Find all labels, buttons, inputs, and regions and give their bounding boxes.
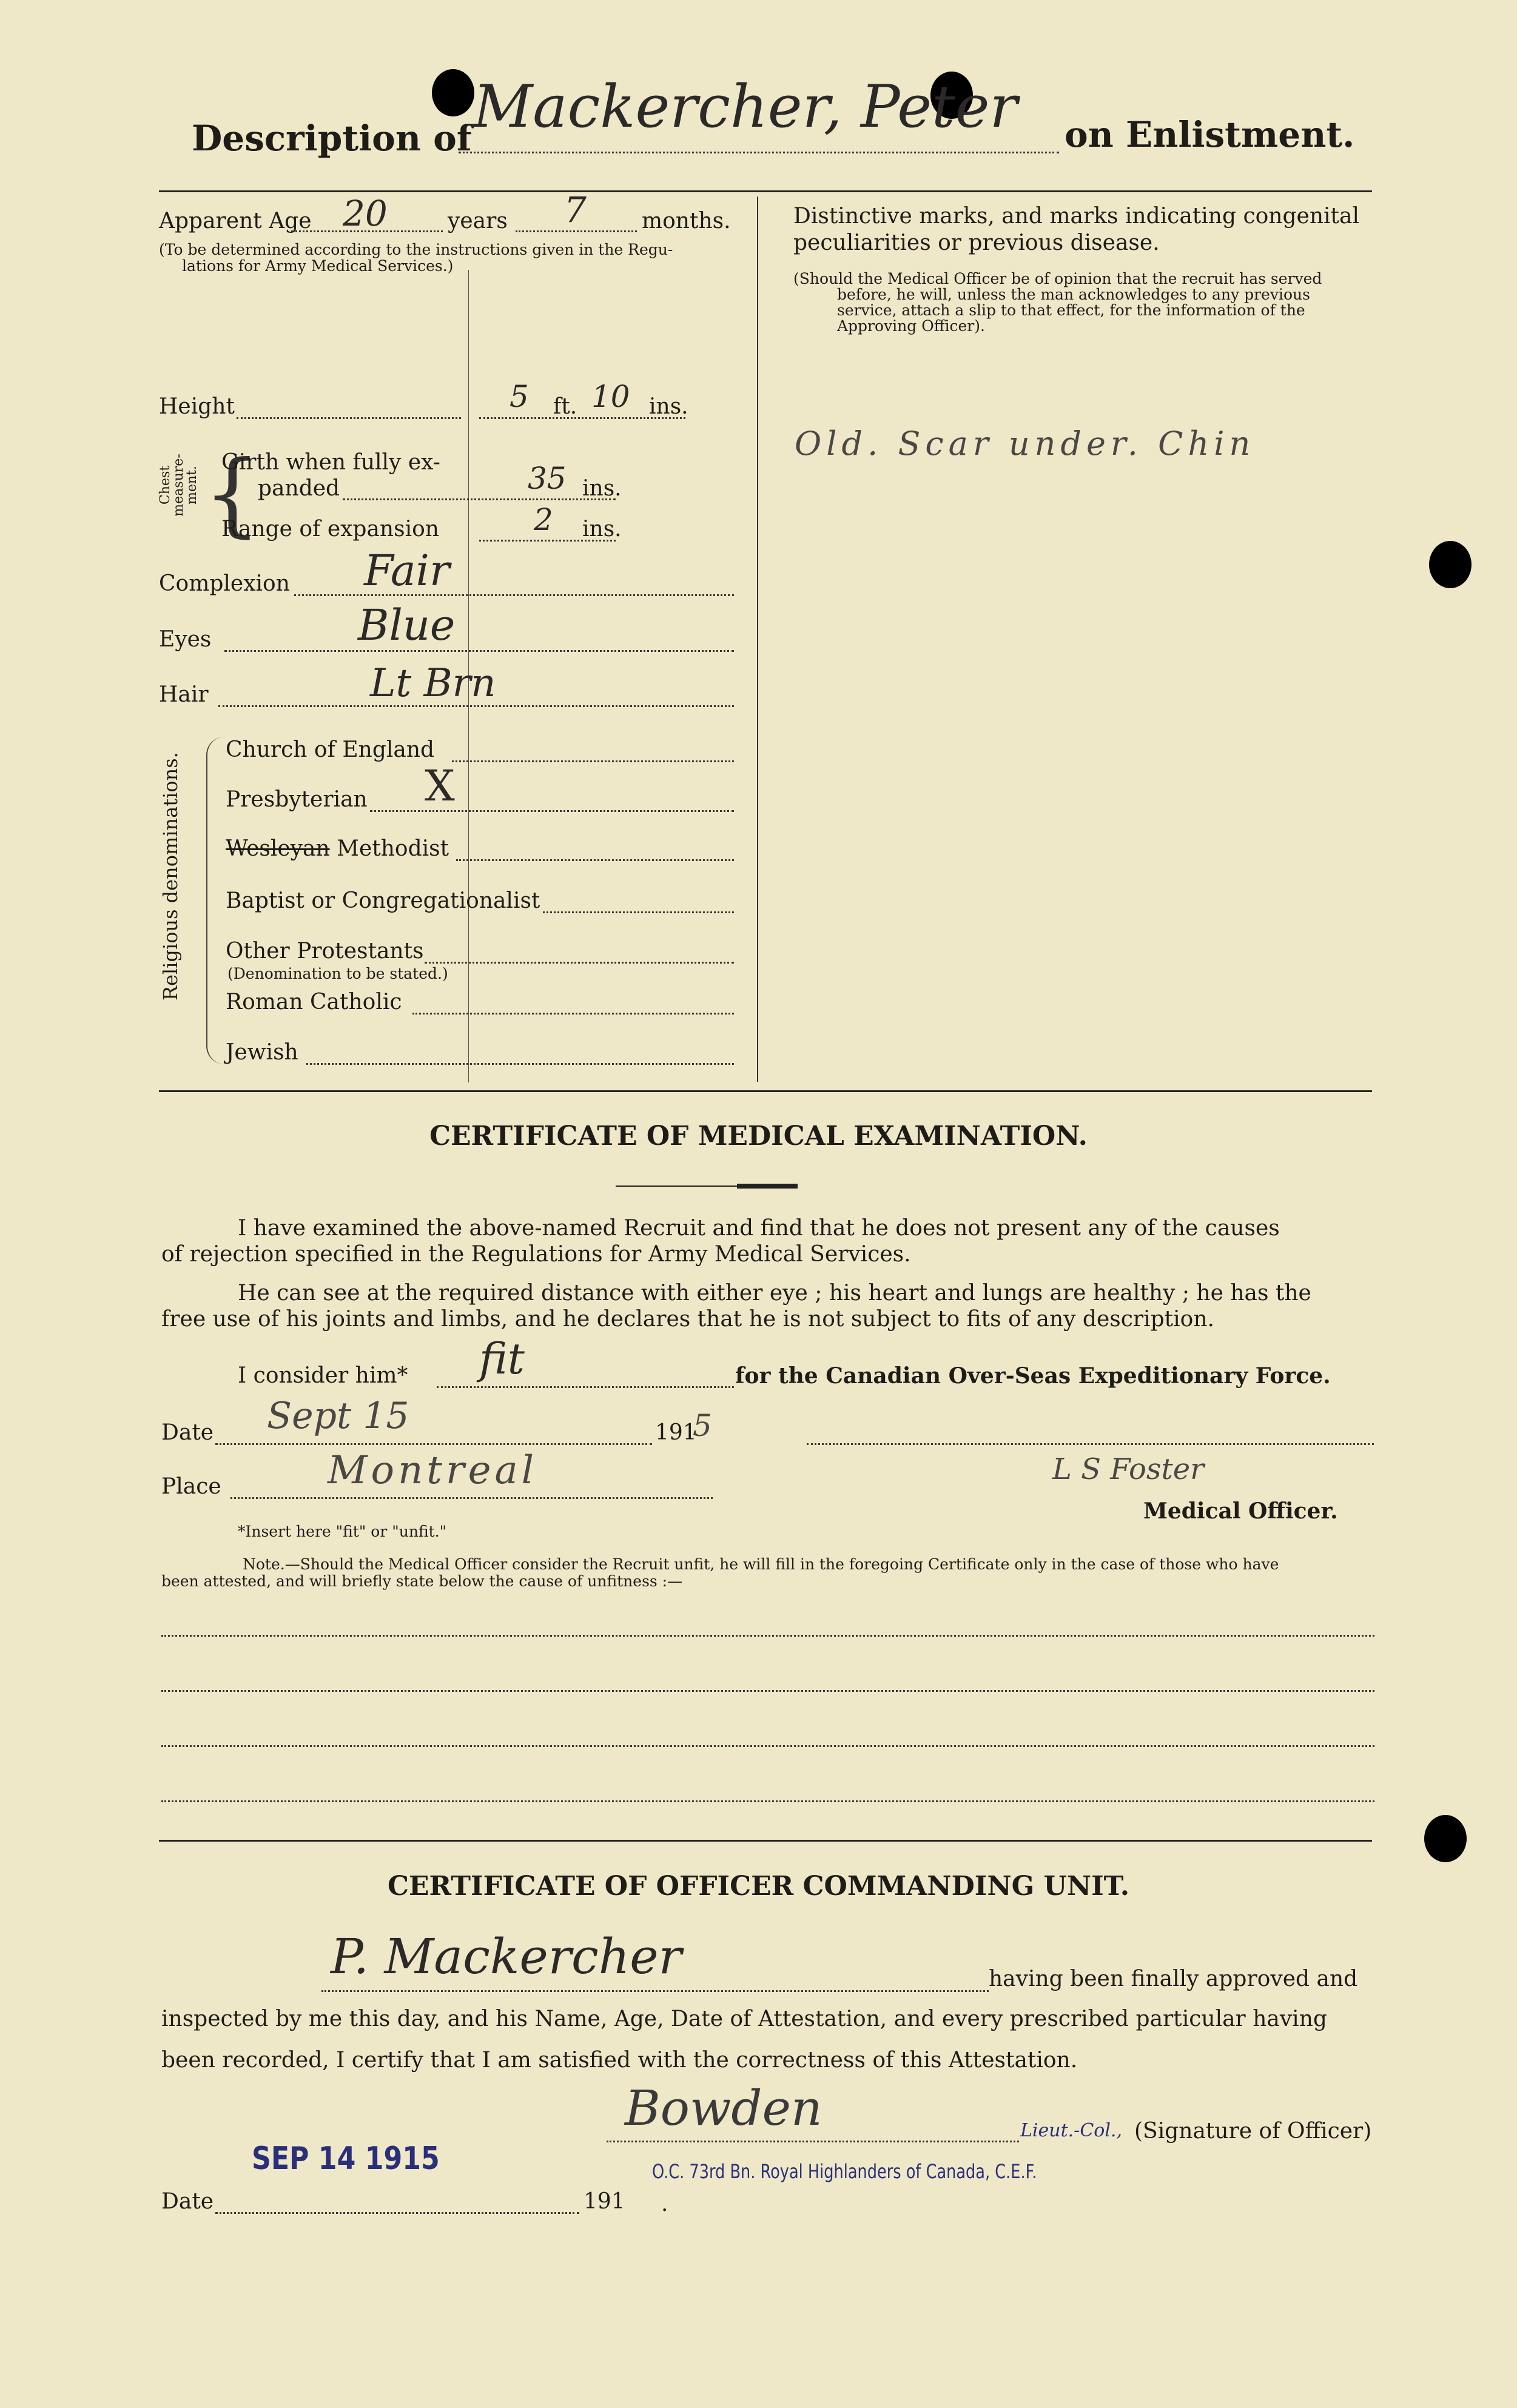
- unfit-note: Note.—Should the Medical Officer consider the Recruit unfit, he will fill in the foregoing Certificate only in the case of those who have: [243, 1555, 1279, 1573]
- religion-wesleyan-struck: Wesleyan: [226, 836, 330, 861]
- religion-line: [543, 911, 734, 913]
- girth-value: 35: [528, 461, 567, 496]
- divider: [159, 1840, 1372, 1842]
- religion-line: [452, 760, 734, 762]
- year-value: 5: [693, 1408, 712, 1443]
- name-line: [459, 152, 1059, 153]
- months-label: months.: [642, 209, 731, 233]
- presbyterian-mark: X: [425, 761, 455, 811]
- medical-paragraph: free use of his joints and limbs, and he declares that he is not subject to fits of any description.: [161, 1307, 1214, 1332]
- unfitness-line: [161, 1800, 1374, 1802]
- girth-label: Girth when fully ex-: [221, 450, 440, 475]
- unfitness-line: [161, 1745, 1374, 1747]
- punch-hole: [1424, 1815, 1467, 1862]
- place-value: Montreal: [328, 1448, 538, 1493]
- hair-value: Lt Brn: [370, 661, 496, 706]
- title-prefix: Description of: [192, 118, 472, 159]
- brace: [206, 737, 226, 1064]
- distinctive-marks-value: Old. Scar under. Chin: [795, 424, 1256, 463]
- age-note-2: lations for Army Medical Services.): [182, 257, 454, 275]
- insert-note: *Insert here "fit" or "unfit.": [238, 1523, 447, 1540]
- age-label: Apparent Age: [159, 209, 312, 233]
- consider-label: I consider him*: [238, 1363, 408, 1388]
- medical-officer-label: Medical Officer.: [1143, 1498, 1338, 1524]
- leader-dots: [237, 417, 461, 419]
- date-line: [215, 2212, 579, 2214]
- eyes-label: Eyes: [159, 627, 212, 652]
- officer-signature-line: [607, 2141, 1019, 2142]
- complexion-value: Fair: [364, 546, 450, 595]
- eyes-value: Blue: [358, 600, 456, 650]
- range-label: Range of expansion: [221, 517, 439, 542]
- height-in-value: 10: [591, 379, 630, 414]
- commanding-text: inspected by me this day, and his Name, Age, Date of Attestation, and every prescribed particular having: [161, 2007, 1327, 2031]
- medical-officer-signature: L S Foster: [1052, 1452, 1205, 1486]
- medical-heading: CERTIFICATE OF MEDICAL EXAMINATION.: [429, 1121, 1088, 1152]
- religion-baptist: Baptist or Congregationalist: [226, 888, 540, 913]
- unfitness-line: [161, 1635, 1374, 1637]
- date-label: Date: [161, 2189, 214, 2214]
- commanding-heading: CERTIFICATE OF OFFICER COMMANDING UNIT.: [387, 1871, 1130, 1902]
- range-value: 2: [534, 502, 553, 537]
- marks-note: before, he will, unless the man acknowledges to any previous: [837, 286, 1310, 303]
- girth-label-2: panded: [258, 476, 340, 501]
- ins-label: ins.: [649, 394, 688, 419]
- year-suffix: .: [661, 2192, 668, 2216]
- religion-jewish: Jewish: [226, 1040, 298, 1065]
- marks-heading-2: peculiarities or previous disease.: [793, 230, 1160, 255]
- date-stamp: SEP 14 1915: [252, 2141, 440, 2177]
- unfit-note-2: been attested, and will briefly state below the cause of unfitness :—: [161, 1572, 683, 1590]
- signature-line: [807, 1443, 1374, 1445]
- ft-label: ft.: [553, 394, 577, 419]
- religion-line: [412, 1013, 734, 1015]
- religion-roman-catholic: Roman Catholic: [226, 990, 402, 1015]
- brace: {: [203, 441, 261, 547]
- date-line: [215, 1443, 652, 1445]
- age-note: (To be determined according to the instructions given in the Regu-: [159, 241, 673, 258]
- medical-paragraph: I have examined the above-named Recruit and find that he does not present any of the causes: [238, 1216, 1280, 1241]
- medical-paragraph: of rejection specified in the Regulations for Army Medical Services.: [161, 1242, 911, 1267]
- place-label: Place: [161, 1474, 221, 1499]
- age-years-value: 20: [343, 193, 388, 234]
- column-divider: [757, 196, 758, 1082]
- religion-line: [306, 1063, 734, 1065]
- title-suffix: on Enlistment.: [1065, 114, 1355, 155]
- height-label: Height: [159, 394, 235, 419]
- hair-label: Hair: [159, 682, 209, 707]
- religion-other-protestants: Other Protestants: [226, 939, 424, 964]
- punch-hole: [432, 69, 474, 116]
- marks-heading: Distinctive marks, and marks indicating congenital: [793, 204, 1359, 229]
- range-unit: ins.: [582, 517, 622, 542]
- marks-note: service, attach a slip to that effect, for the information of the: [837, 301, 1305, 319]
- signature-label: (Signature of Officer): [1134, 2119, 1372, 2144]
- officer-signature: Bowden: [625, 2080, 822, 2136]
- religion-line: [456, 859, 734, 861]
- divider: [159, 190, 1372, 192]
- religion-line: [425, 962, 734, 964]
- divider: [737, 1184, 798, 1189]
- divider: [159, 1090, 1372, 1092]
- complexion-line: [294, 594, 734, 596]
- girth-line: [343, 498, 616, 500]
- complexion-label: Complexion: [159, 571, 290, 596]
- height-ft-value: 5: [510, 379, 529, 414]
- fit-value: fit: [479, 1334, 525, 1384]
- commanding-text: been recorded, I certify that I am satisfied with the correctness of this Attestation.: [161, 2048, 1078, 2073]
- year-prefix: 191: [655, 1420, 697, 1445]
- date-label: Date: [161, 1420, 214, 1445]
- years-label: years: [448, 209, 508, 233]
- consider-suffix: for the Canadian Over-Seas Expeditionary Force.: [735, 1363, 1331, 1389]
- religion-methodist: Methodist: [337, 836, 449, 861]
- marks-note: (Should the Medical Officer be of opinion that the recruit has served: [793, 270, 1322, 287]
- exam-date-value: Sept 15: [267, 1395, 409, 1437]
- consider-line: [437, 1386, 734, 1388]
- medical-paragraph: He can see at the required distance with either eye ; his heart and lungs are healthy ; he has the: [238, 1281, 1311, 1306]
- unfitness-line: [161, 1690, 1374, 1692]
- girth-unit: ins.: [582, 476, 622, 501]
- age-months-line: [516, 230, 637, 232]
- religion-side-label: Religious denominations.: [159, 752, 182, 1001]
- marks-note: Approving Officer).: [837, 317, 985, 335]
- eyes-line: [224, 650, 734, 652]
- year-prefix: 191: [584, 2189, 625, 2214]
- chest-side-label: Chest measure-ment.: [158, 454, 200, 517]
- unit-stamp: O.C. 73rd Bn. Royal Highlanders of Canada, C.E.F.: [652, 2160, 1037, 2183]
- religion-presbyterian: Presbyterian: [226, 787, 368, 812]
- recruit-signature: P. Mackercher: [331, 1928, 682, 1985]
- religion-church-of-england: Church of England: [226, 737, 435, 762]
- commanding-text: having been finally approved and: [989, 1967, 1358, 1991]
- recruit-name: Mackercher, Peter: [473, 73, 1018, 141]
- rank-stamp: Lieut.-Col.,: [1020, 2120, 1123, 2141]
- place-line: [230, 1497, 713, 1499]
- denomination-note: (Denomination to be stated.): [227, 965, 448, 982]
- punch-hole: [1429, 541, 1472, 588]
- recruit-signature-line: [321, 1990, 989, 1992]
- age-months-value: 7: [564, 189, 587, 230]
